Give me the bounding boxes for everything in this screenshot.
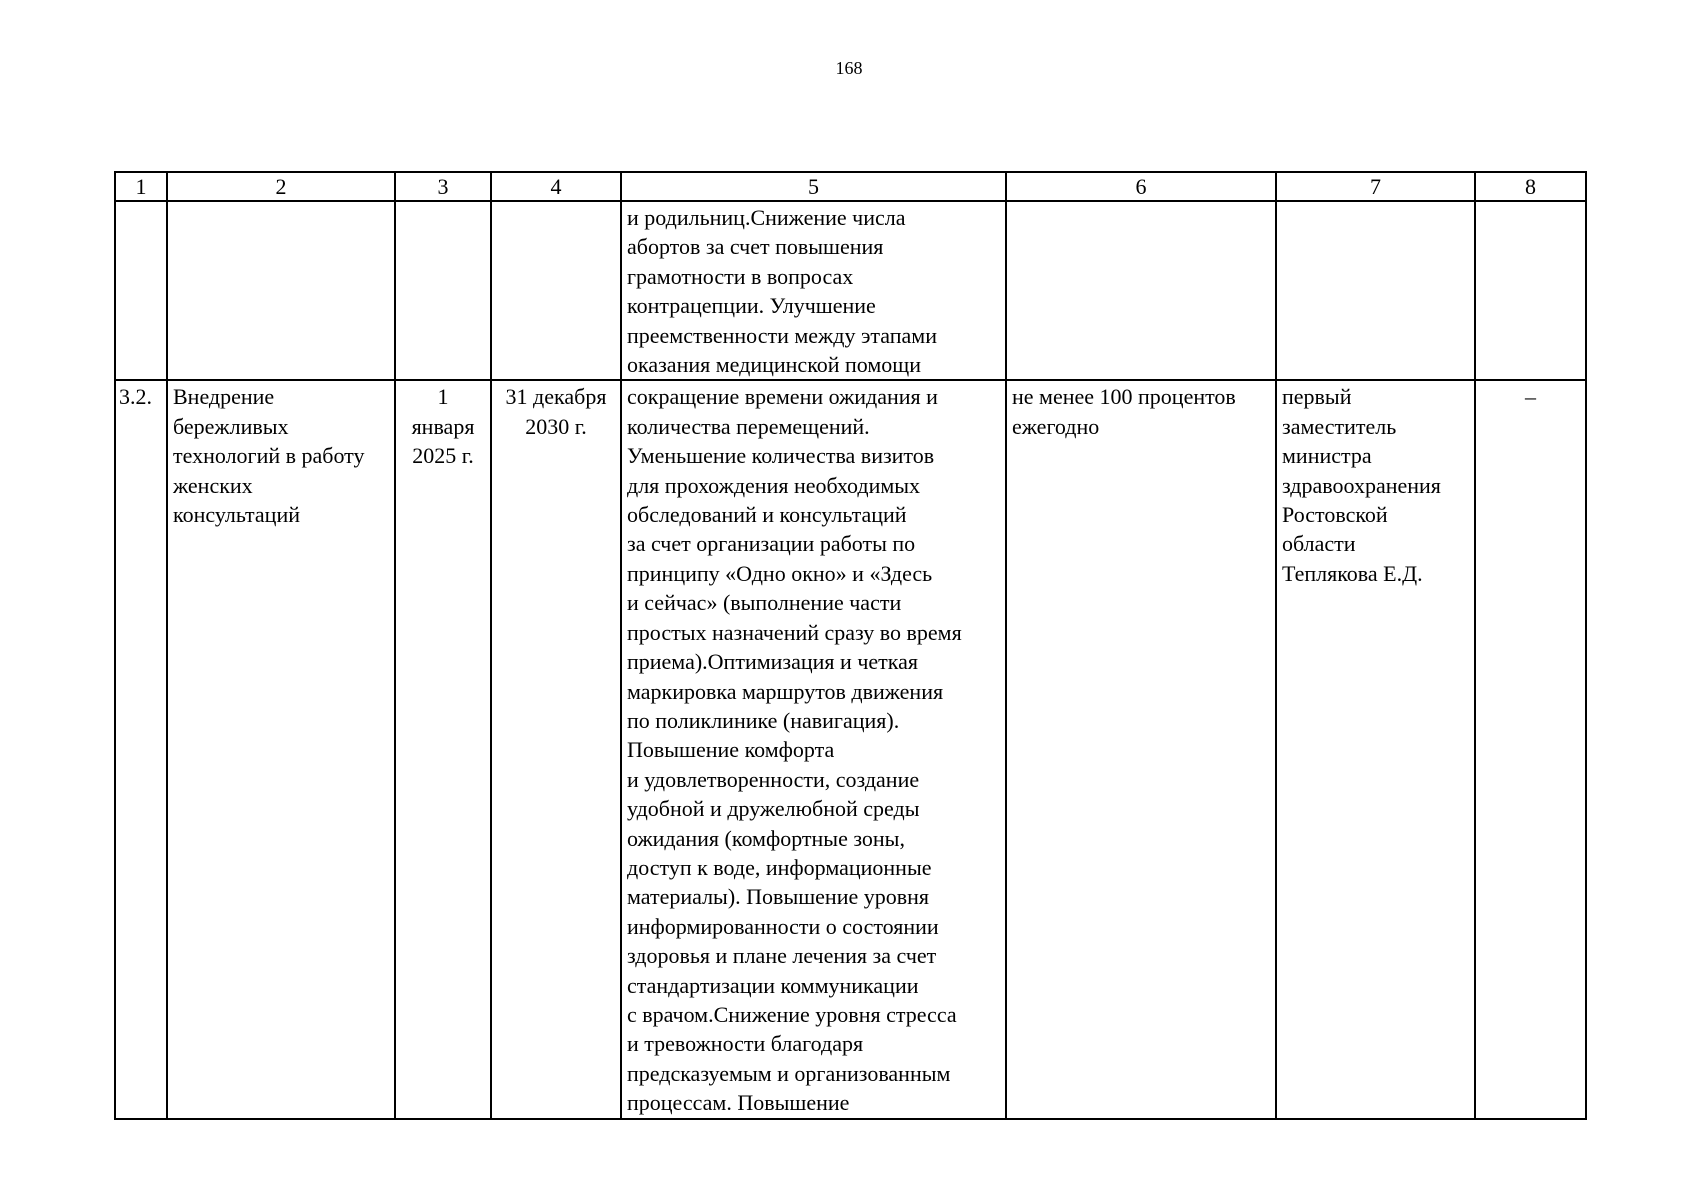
column-header-5: 5	[621, 172, 1006, 201]
cell-note	[1475, 380, 1586, 1118]
page-number: 168	[835, 58, 863, 78]
cell-end-date	[491, 380, 621, 1118]
measure-name: Внедрение бережливых технологий в работу женских консультаций	[173, 384, 365, 528]
cell-indicator	[1006, 380, 1276, 1118]
cell-name	[167, 201, 395, 380]
plan-table	[114, 171, 1587, 1120]
cell-indicator	[1006, 201, 1276, 380]
cell-start-date	[395, 380, 491, 1118]
column-header-1: 1	[115, 172, 167, 201]
note-text: –	[1525, 384, 1536, 410]
responsible-text: первый заместитель министра здравоохранения Ростовской области Теплякова Е.Д.	[1282, 384, 1441, 586]
column-header-4: 4	[491, 172, 621, 201]
result-text: сокращение времени ожидания и количества перемещений. Уменьшение количества визитов для прохождения необходимых обследований и консультаций за счет организации работы по принципу «Одно окно» и «Здесь и сейчас» (выполнение части простых назначений сразу во время приема).Оптимизация и четкая маркировка маршрутов движения по поликлинике (навигация). Повышение комфорта и удовлетворенности, создание удобной и дружелюбной среды ожидания (комфортные зоны, доступ к воде, информационные материалы). Повышение уровня информированности о состоянии здоровья и плане лечения за счет стандартизации коммуникации с врачом.Снижение уровня стресса и тревожности благодаря предсказуемым и организованным процессам. Повышение	[627, 384, 962, 1116]
cell-responsible	[1276, 201, 1475, 380]
cell-result	[621, 201, 1006, 380]
cell-name	[167, 380, 395, 1118]
table-row-3-2	[115, 380, 1586, 1118]
column-header-6: 6	[1006, 172, 1276, 201]
row-number: 3.2.	[119, 384, 152, 410]
cell-start-date	[395, 201, 491, 380]
indicator-text: не менее 100 процентов ежегодно	[1012, 384, 1236, 439]
column-header-2: 2	[167, 172, 395, 201]
start-date: 1 января 2025 г.	[411, 384, 475, 469]
cell-number	[115, 201, 167, 380]
column-header-7: 7	[1276, 172, 1475, 201]
column-header-8: 8	[1475, 172, 1586, 201]
cell-end-date	[491, 201, 621, 380]
cell-result	[621, 380, 1006, 1118]
column-number-row	[115, 172, 1586, 201]
column-header-3: 3	[395, 172, 491, 201]
cell-number	[115, 380, 167, 1118]
end-date: 31 декабря 2030 г.	[505, 384, 607, 439]
cell-responsible	[1276, 380, 1475, 1118]
cell-note	[1475, 201, 1586, 380]
table-row-continuation	[115, 201, 1586, 380]
result-text: и родильниц.Снижение числа абортов за счет повышения грамотности в вопросах контрацепции. Улучшение преемственности между этапами оказания медицинской помощи	[627, 205, 937, 378]
